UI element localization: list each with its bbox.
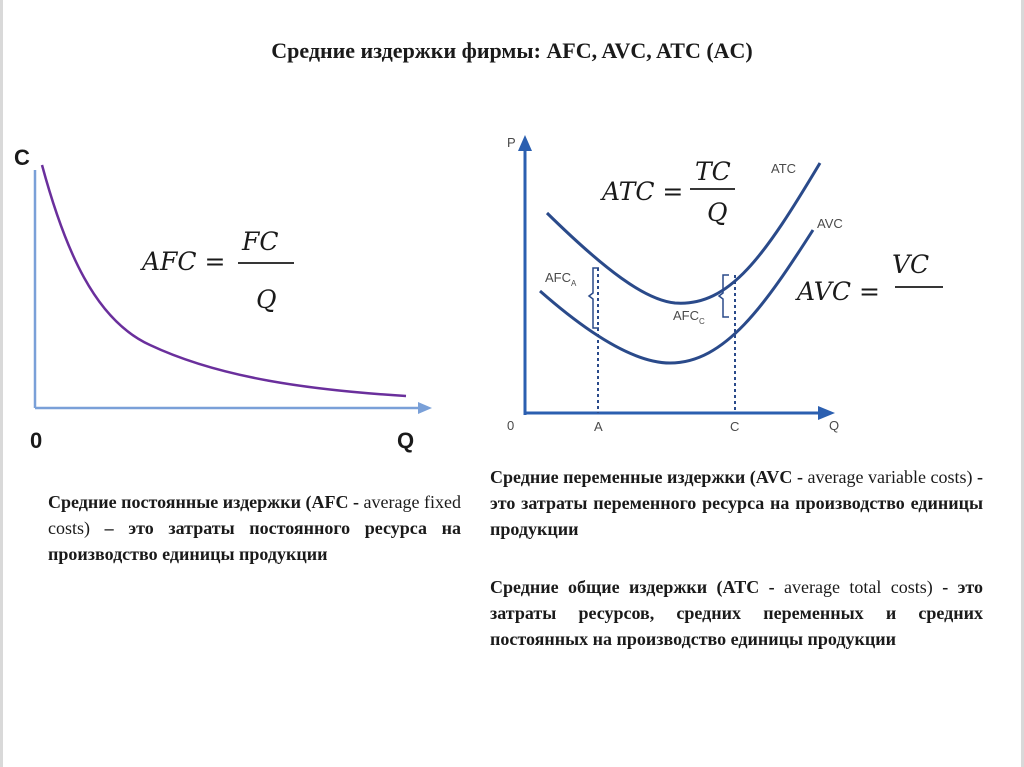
afc-formula [140,227,294,314]
atc-curve-label: ATC [771,161,797,176]
atc-formula-lhs: ATC = [602,177,684,206]
afc-definition-rest: – это затраты постоянного ресурса на производство единицы продукции [48,518,462,564]
atc-formula-numerator: TC [695,157,731,186]
cost-origin-label: 0 [507,418,515,433]
afc-definition [48,489,461,567]
atc-definition [490,574,983,652]
atc-definition-english: average total costs) [784,577,933,597]
afc-origin-label: 0 [30,428,43,453]
afc-formula-numerator: FC [242,227,279,256]
afc-chart [14,140,480,460]
cost-x-label: Q [829,418,840,433]
avc-curve [540,230,813,363]
cost-curves-chart [495,125,975,445]
avc-formula [795,250,943,306]
atc-formula-denominator: Q [707,198,728,227]
tick-c-label: C [730,419,740,434]
afc-formula-denominator: Q [256,285,277,314]
slide-left-edge [0,0,3,767]
atc-definition-term: Средние общие издержки (ATC - [490,577,775,597]
slide-title: Средние издержки фирмы: AFC, AVC, ATC (AC) [271,38,753,63]
cost-y-label: P [507,135,516,150]
atc-definition-rest: - это затраты ресурсов, средних переменных и средних постоянных на производство единицы продукции [490,577,984,649]
afc-x-label: Q [397,428,415,453]
afc-c-annotation: $AFC_C$ [673,308,705,326]
cost-y-arrow [518,135,532,151]
avc-formula-lhs: AVC = [797,277,880,306]
atc-formula [600,157,735,227]
afc-y-label: C [14,145,30,170]
avc-definition [490,464,983,542]
avc-curve-label: AVC [817,216,843,231]
tick-a-label: A [594,419,603,434]
avc-definition-term: Средние переменные издержки (AVC - [490,467,803,487]
avc-formula-numerator: VC [892,250,930,279]
afc-curve [42,165,406,396]
afc-a-annotation: $AFC_A$ [545,270,577,288]
afc-c-bracket [719,275,729,317]
afc-x-arrow [418,402,432,414]
afc-formula-lhs: AFC = [142,247,226,276]
afc-definition-term: Средние постоянные издержки (AFC - [48,492,360,512]
avc-definition-english: average variable costs) [807,467,973,487]
afc-definition-english: average fixed costs) [48,492,462,538]
avc-definition-rest: - это затраты переменного ресурса на производство единицы продукции [490,467,983,539]
